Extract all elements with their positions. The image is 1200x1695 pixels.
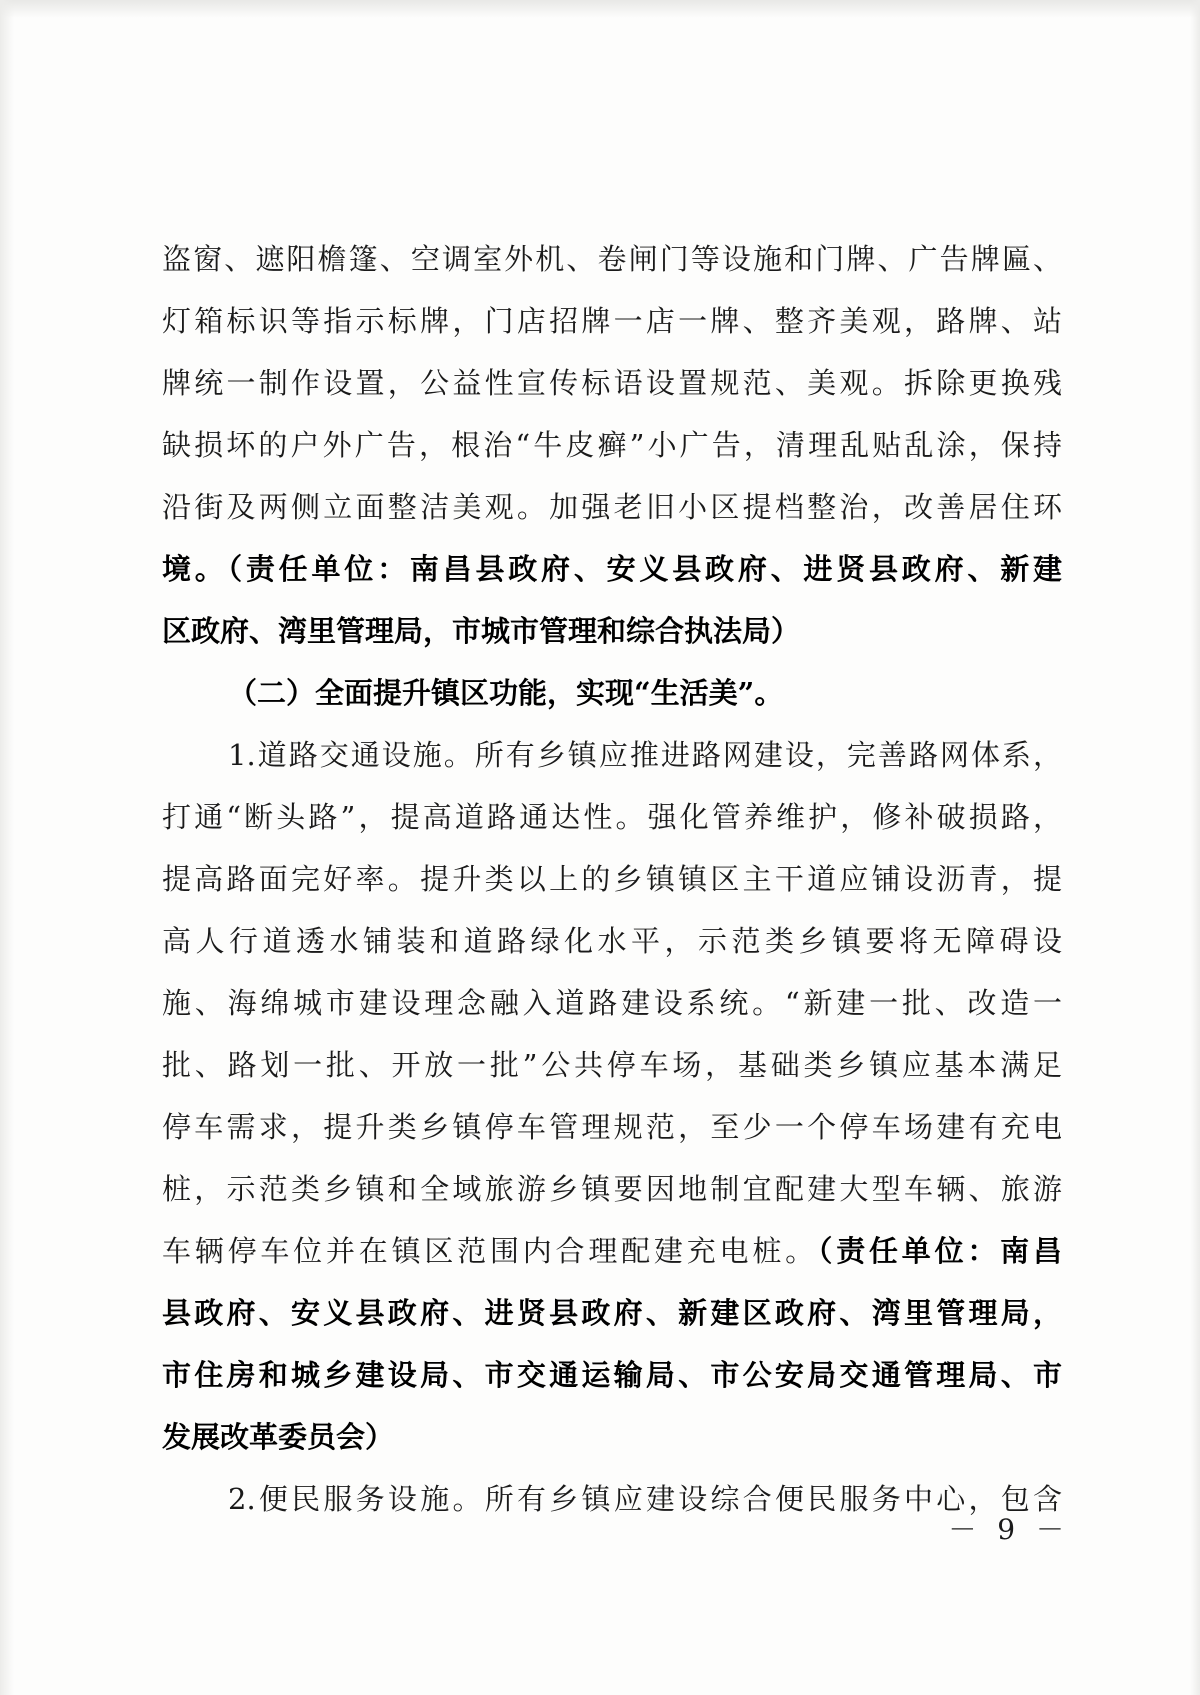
text-line: 缺损坏的户外广告，根治“牛皮癣”小广告，清理乱贴乱涂，保持 (162, 428, 1062, 462)
text-line: 打通“断头路”，提高道路通达性。强化管养维护，修补破损路， (162, 800, 1062, 834)
responsibility-line: 发展改革委员会） (162, 1420, 395, 1454)
text-line: 桩，示范类乡镇和全域旅游乡镇要因地制宜配建大型车辆、旅游 (162, 1172, 1062, 1206)
text-line: 牌统一制作设置，公益性宣传标语设置规范、美观。拆除更换残 (162, 366, 1062, 400)
responsibility-line: 境。（责任单位：南昌县政府、安义县政府、进贤县政府、新建 (162, 552, 1062, 586)
mixed-line (162, 1220, 1062, 1282)
paragraph-start-line: 2.便民服务设施。所有乡镇应建设综合便民服务中心，包含 (228, 1482, 1062, 1516)
responsibility-line: 区政府、湾里管理局，市城市管理和综合执法局） (162, 614, 801, 648)
responsibility-segment: （责任单位：南昌 (817, 1234, 1062, 1268)
document-body (162, 228, 1062, 1530)
scan-shadow-top (0, 0, 1200, 18)
text-line: 提高路面完好率。提升类以上的乡镇镇区主干道应铺设沥青，提 (162, 862, 1062, 896)
text-line: 高人行道透水铺装和道路绿化水平，示范类乡镇要将无障碍设 (162, 924, 1062, 958)
scan-shadow-right (1190, 0, 1200, 1695)
text-line: 停车需求，提升类乡镇停车管理规范，至少一个停车场建有充电 (162, 1110, 1062, 1144)
text-line: 盗窗、遮阳檐篷、空调室外机、卷闸门等设施和门牌、广告牌匾、 (162, 242, 1062, 276)
scan-shadow-left (0, 0, 14, 1695)
page-number: － 9 － (948, 1513, 1070, 1546)
text-segment: 车辆停车位并在镇区范围内合理配建充电桩。 (162, 1234, 818, 1268)
text-line: 灯箱标识等指示标牌，门店招牌一店一牌、整齐美观，路牌、站 (162, 304, 1062, 338)
responsibility-line: 市住房和城乡建设局、市交通运输局、市公安局交通管理局、市 (162, 1358, 1062, 1392)
text-line: 施、海绵城市建设理念融入道路建设系统。“新建一批、改造一 (162, 986, 1062, 1020)
text-line: 沿街及两侧立面整洁美观。加强老旧小区提档整治，改善居住环 (162, 490, 1062, 524)
section-heading: （二）全面提升镇区功能，实现“生活美”。 (228, 676, 784, 710)
responsibility-line: 县政府、安义县政府、进贤县政府、新建区政府、湾里管理局， (162, 1296, 1062, 1330)
paragraph-start-line: 1.道路交通设施。所有乡镇应推进路网建设，完善路网体系， (228, 738, 1062, 772)
text-line: 批、路划一批、开放一批”公共停车场，基础类乡镇应基本满足 (162, 1048, 1062, 1082)
